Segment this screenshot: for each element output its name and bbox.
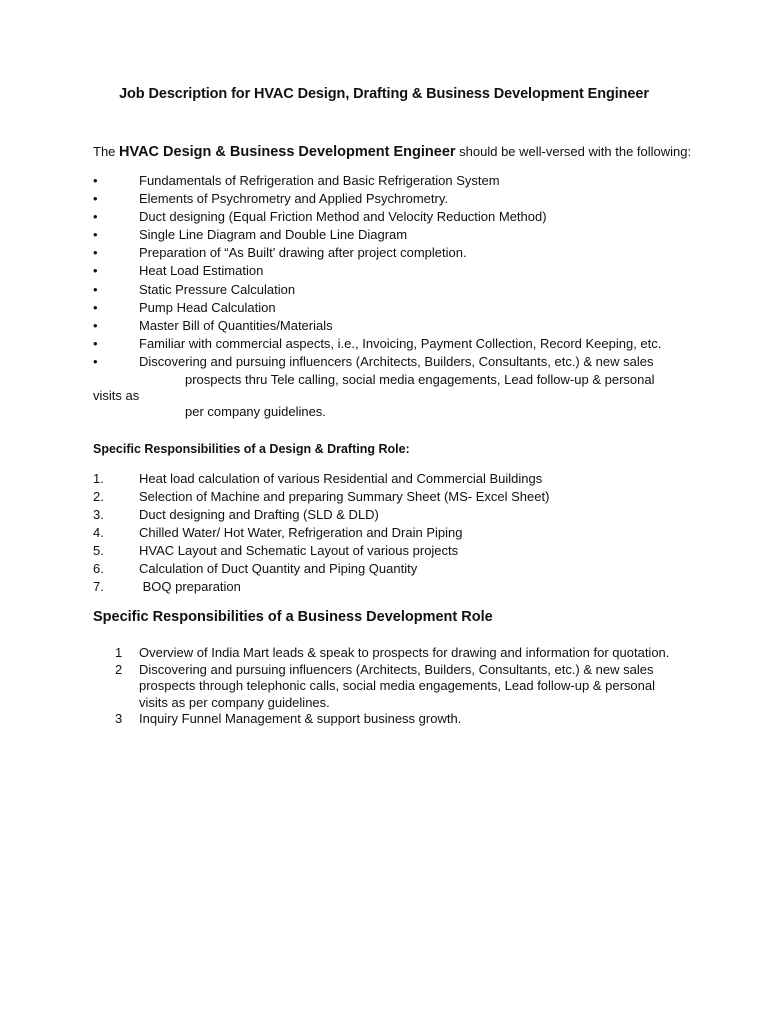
item-number: 5. [93,543,104,559]
bullet-icon: • [93,353,98,369]
list-item [93,262,693,280]
list-item [93,579,693,595]
list-item-continuation [93,403,693,421]
skill-text: Heat Load Estimation [139,263,264,279]
bd-heading: Specific Responsibilities of a Business Development Role [93,609,493,625]
list-item [93,244,693,262]
item-text: Overview of India Mart leads & speak to prospects for drawing and information for quotation. [139,645,670,660]
skill-text: Elements of Psychrometry and Applied Psychrometry. [139,191,448,207]
item-text: Duct designing and Drafting (SLD & DLD) [139,507,379,523]
item-number: 4. [93,525,104,541]
design-heading: Specific Responsibilities of a Design & Drafting Role: [93,442,410,456]
skill-text: per company guidelines. [185,404,326,420]
item-number: 7. [93,578,104,594]
bullet-icon: • [93,209,98,225]
list-item [93,470,693,488]
item-text: HVAC Layout and Schematic Layout of various projects [139,543,459,559]
bullet-icon: • [93,191,98,207]
bd-list [93,645,673,728]
item-text: Inquiry Funnel Management & support business growth. [139,711,462,726]
list-item [93,662,673,712]
skill-text: Fundamentals of Refrigeration and Basic Refrigeration System [139,173,500,188]
list-item [93,560,693,578]
item-text: Heat load calculation of various Residential and Commercial Buildings [139,471,543,486]
bullet-icon: • [93,299,98,315]
list-item-continuation [93,371,693,389]
item-number: 1. [93,471,104,486]
intro-suffix: should be well-versed with the following: [455,144,692,159]
list-item [93,645,673,662]
item-text: Calculation of Duct Quantity and Piping Quantity [139,561,418,577]
list-item [93,190,693,208]
skill-text: prospects thru Tele calling, social media engagements, Lead follow-up & personal [185,372,655,388]
item-text: BOQ preparation [139,578,241,594]
intro-prefix: The [93,144,120,159]
list-item [93,281,693,299]
item-number: 3. [93,507,104,523]
skill-text: Familiar with commercial aspects, i.e., Invoicing, Payment Collection, Record Keeping, etc. [139,335,662,351]
bullet-icon: • [93,227,98,243]
list-item [93,226,693,244]
list-item [93,299,693,317]
list-item [93,542,693,560]
design-list [93,470,693,595]
list-item-continuation [93,389,693,403]
list-item [93,524,693,542]
skill-text: Duct designing (Equal Friction Method and Velocity Reduction Method) [139,209,547,225]
list-item [93,208,693,226]
bullet-icon: • [93,335,98,351]
intro-role: HVAC Design & Business Development Engineer [119,144,456,160]
skill-text: Master Bill of Quantities/Materials [139,317,333,333]
skill-text: Single Line Diagram and Double Line Diagram [139,227,408,243]
skill-text: Preparation of “As Built’ drawing after project completion. [139,245,467,261]
intro-paragraph [93,144,691,160]
list-item [93,488,693,506]
skill-text: Discovering and pursuing influencers (Architects, Builders, Consultants, etc.) & new sales [139,353,654,369]
item-number: 6. [93,561,104,577]
bullet-icon: • [93,245,98,261]
item-number: 2. [93,489,104,505]
list-item [93,335,693,353]
skill-text: visits as [93,388,140,404]
item-number: 1 [115,645,123,660]
bullet-icon: • [93,263,98,279]
list-item [93,506,693,524]
bullet-icon: • [93,281,98,297]
list-item [93,172,693,190]
bullet-icon: • [93,317,98,333]
document-title: Job Description for HVAC Design, Drafting & Business Development Engineer [119,86,649,102]
bullet-icon: • [93,173,98,188]
item-number: 3 [115,711,123,726]
item-text: Selection of Machine and preparing Summary Sheet (MS- Excel Sheet) [139,489,550,505]
item-number: 2 [115,661,123,677]
skill-text: Pump Head Calculation [139,299,276,315]
item-text: Chilled Water/ Hot Water, Refrigeration and Drain Piping [139,525,463,541]
list-item [93,317,693,335]
item-text: Discovering and pursuing influencers (Architects, Builders, Consultants, etc.) & new sales prospects through telephonic calls, social media engagements, Lead follow-up & personal visits as per company guidelines. [139,661,655,710]
skill-text: Static Pressure Calculation [139,281,296,297]
skills-list [93,172,693,421]
list-item [93,711,673,728]
list-item [93,353,693,371]
